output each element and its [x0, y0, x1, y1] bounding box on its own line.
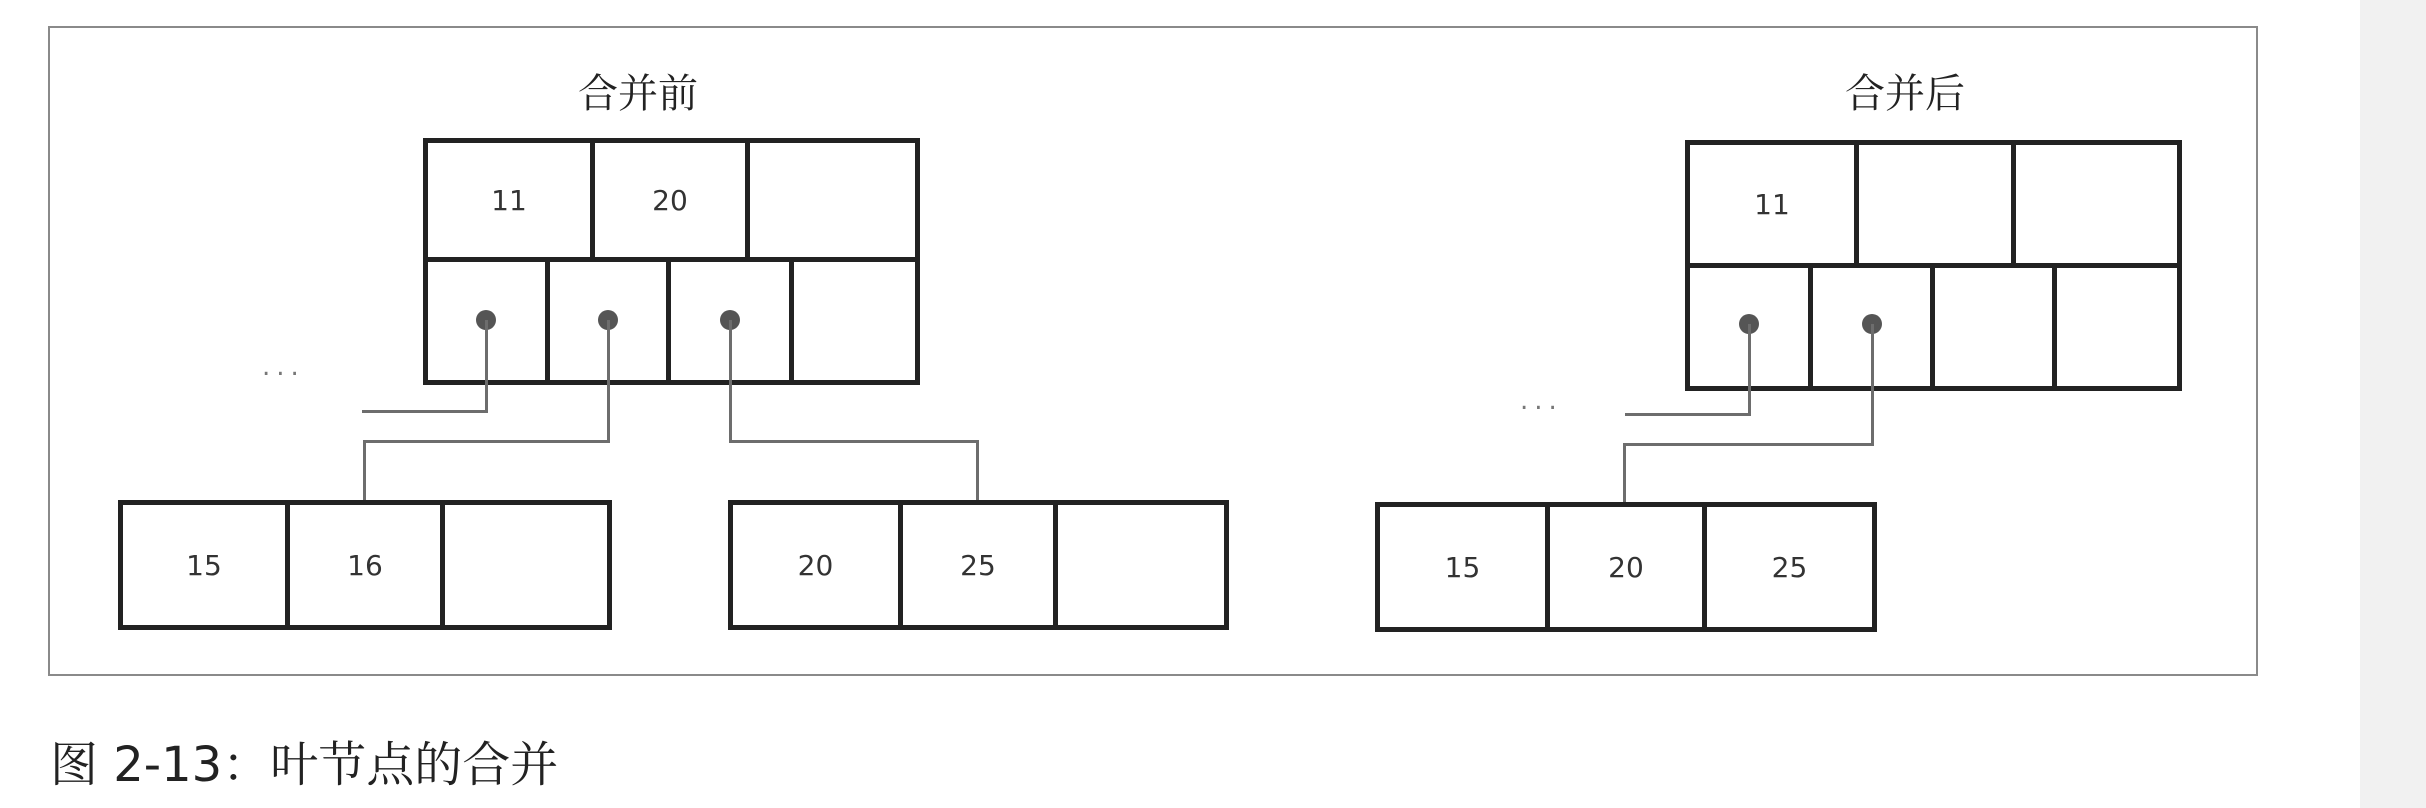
before-connector-1-down	[485, 320, 488, 413]
before-connector-2-across	[363, 440, 610, 443]
before-leaf-right-cell-3	[1053, 500, 1229, 630]
before-key-cell-1: 11	[423, 138, 595, 262]
after-key-cell-1: 11	[1685, 140, 1859, 268]
before-key-cell-2: 20	[590, 138, 750, 262]
before-leaf-left-cell-1: 15	[118, 500, 290, 630]
after-connector-2-down	[1871, 324, 1874, 446]
after-title: 合并后	[1845, 71, 1965, 117]
after-key-cell-3	[2011, 140, 2182, 268]
before-leaf-right-cell-1: 20	[728, 500, 903, 630]
before-pointer-cell-4	[789, 257, 920, 385]
before-key-cell-3	[745, 138, 920, 262]
before-connector-1-left	[362, 410, 488, 413]
before-title: 合并前	[578, 71, 698, 117]
before-connector-3-to-leaf	[976, 440, 979, 502]
after-ellipsis: ...	[1520, 386, 1563, 416]
before-connector-2-down	[607, 320, 610, 443]
after-leaf-cell-2: 20	[1545, 502, 1707, 632]
before-leaf-left-cell-3	[440, 500, 612, 630]
after-leaf-cell-3: 25	[1702, 502, 1877, 632]
after-key-cell-2	[1854, 140, 2016, 268]
after-connector-1-left	[1625, 413, 1751, 416]
after-connector-1-down	[1748, 324, 1751, 416]
after-connector-2-across	[1623, 443, 1874, 446]
before-leaf-right-cell-2: 25	[898, 500, 1058, 630]
after-leaf-cell-1: 15	[1375, 502, 1550, 632]
before-leaf-left-cell-2: 16	[285, 500, 445, 630]
figure-caption: 图 2-13：叶节点的合并	[50, 737, 559, 793]
before-connector-3-down	[729, 320, 732, 443]
after-connector-2-to-leaf	[1623, 443, 1626, 505]
scan-edge	[2360, 0, 2426, 808]
after-pointer-cell-3	[1930, 263, 2057, 391]
before-connector-2-to-leaf	[363, 440, 366, 502]
before-connector-3-across	[729, 440, 979, 443]
after-pointer-cell-4	[2052, 263, 2182, 391]
before-ellipsis: ...	[262, 352, 305, 382]
